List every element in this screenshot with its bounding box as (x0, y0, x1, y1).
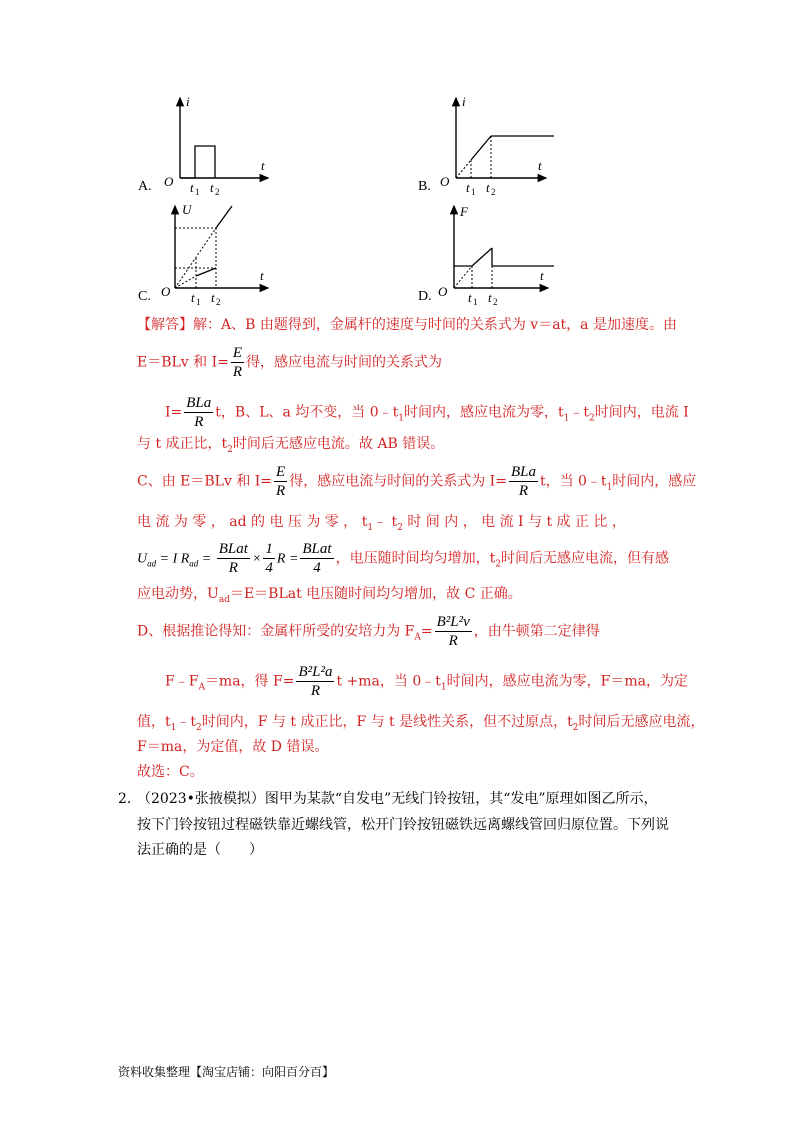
svg-text:2: 2 (491, 187, 496, 197)
option-b-label: B. (418, 179, 431, 194)
svg-text:U: U (182, 202, 192, 217)
graph-c (160, 200, 280, 308)
svg-text:2: 2 (215, 187, 220, 197)
svg-text:t: t (466, 180, 470, 195)
question-2-line-3: 法正确的是（ ） (137, 842, 263, 858)
solution-line-4: 与 t 成正比，$t_2$时间后无感应电流。故 AB 错误。 (137, 436, 445, 455)
solution-line-2: E＝BLv 和 I= $\frac{E}{R}$ 得，感应电流与时间的关系式为 (137, 345, 443, 380)
solution-d-line-1: D、根据推论得知：金属杆所受的安培力为 $F_A=$ $\frac{\text{B²L²v}}{R}$ ，由牛顿第二定律得 (137, 614, 600, 649)
t2-label: t (210, 180, 214, 195)
solution-line-1: 【解答】解：A、B 由题得到，金属杆的速度与时间的关系式为 v＝at，a 是加速度。由 (137, 317, 677, 333)
question-2-line-2: 按下门铃按钮过程磁铁靠近螺线管，松开门铃按钮磁铁远离螺线管回归原位置。下列说 (137, 817, 669, 833)
svg-text:O: O (161, 284, 171, 299)
question-2-line-1: （2023•张掖模拟）图甲为某款“自发电”无线门铃按钮，其“发电”原理如图乙所示， (137, 791, 658, 807)
svg-text:1: 1 (473, 297, 478, 307)
svg-text:t: t (468, 290, 472, 305)
svg-text:t: t (486, 180, 490, 195)
svg-text:O: O (438, 284, 448, 299)
graph-a (160, 92, 280, 197)
svg-text:2: 2 (216, 297, 221, 307)
current-pulse (180, 146, 215, 178)
graph-b (436, 92, 566, 197)
svg-text:F: F (460, 204, 468, 219)
solution-c-line-4: 应电动势，$U_{ad}=E=BLat$ 电压随时间均匀增加，故 C 正确。 (137, 586, 522, 605)
t1-label: t (190, 180, 194, 195)
svg-text:t: t (260, 268, 264, 283)
solution-c-line-1: C、由 E＝BLv 和 I= $\frac{E}{R}$ 得，感应电流与时间的关系式为 I= $\frac{\text{BLa}}{R}$ t，当 $0﹣t_1$时间内，感应 (137, 464, 697, 499)
solution-d-line-4: F＝ma，为定值，故 D 错误。 (137, 739, 329, 755)
solution-c-line-2: 电 流 为 零 ， ad 的 电 压 为 零 ， $t_1﹣$ $t_2$ 时 间 内 ， 电 流 I 与 t 成 正 比 ， (137, 514, 626, 533)
svg-text:t: t (191, 290, 195, 305)
x-label: t (261, 158, 265, 173)
svg-text:2: 2 (493, 297, 498, 307)
solution-d-line-3: 值，$t_1﹣t_2$时间内，F 与 t 成正比，F 与 t 是线性关系，但不过原点，$t_2$时间后无感应电流， (137, 714, 705, 733)
svg-text:t: t (488, 290, 492, 305)
svg-text:t: t (538, 158, 542, 173)
solution-d-line-2: $F﹣F_A=ma$，得 F= $\frac{\text{B²L²a}}{R}$ t +ma，当 $0﹣t_1$时间内，感应电流为零，F＝ma，为定 (165, 664, 688, 699)
page-footer: 资料收集整理【淘宝店铺：向阳百分百】 (118, 1065, 335, 1079)
option-c-label: C. (138, 289, 151, 304)
solution-line-3: I= $\frac{\text{BLa}}{R}$ t，B、L、a 均不变，当 $0﹣t_1$时间内，感应电流为零，$t_1﹣t_2$时间内，电流 I (165, 395, 689, 430)
svg-text:1: 1 (471, 187, 476, 197)
svg-text:O: O (440, 174, 450, 189)
svg-text:t: t (211, 290, 215, 305)
question-2-number: 2. (118, 791, 132, 807)
svg-text:1: 1 (195, 187, 200, 197)
option-a-label: A. (138, 179, 152, 194)
svg-text:t: t (540, 268, 544, 283)
y-label: i (186, 94, 190, 109)
answer-line: 故选：C。 (137, 764, 204, 780)
option-d-label: D. (418, 289, 432, 304)
svg-text:1: 1 (196, 297, 201, 307)
svg-text:i: i (462, 94, 466, 109)
origin-label: O (164, 174, 174, 189)
graph-d (436, 200, 566, 308)
solution-c-line-3: $U_{ad} = I$ $R_{ad}$ = $\frac{\text{BLat}}{R}$ × $\frac{1}{4}$ R = $\frac{\text{BLat}}{4}$ ，电压随时间均匀增加，$t_2$时间后无感应电流，但有感 (137, 541, 669, 576)
